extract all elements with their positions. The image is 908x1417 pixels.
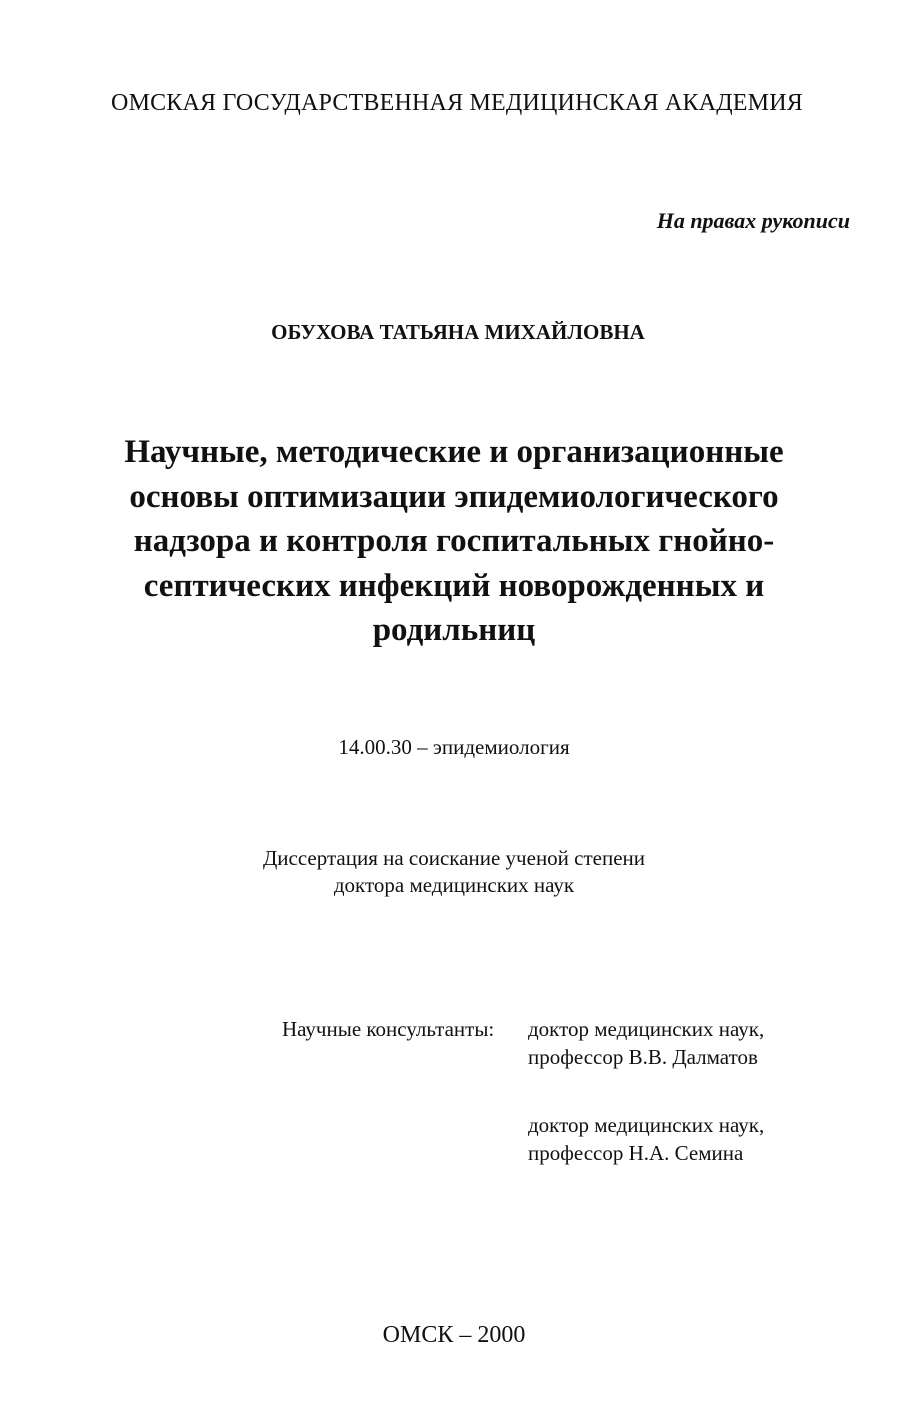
consultants-label: Научные консультанты: — [282, 1017, 495, 1041]
manuscript-note: На правах рукописи — [656, 208, 850, 233]
dissertation-title — [40, 430, 868, 653]
degree-line: доктора медицинских наук — [333, 873, 575, 897]
title-line: септических инфекций новорожденных и — [143, 567, 765, 604]
consultant-name: профессор В.В. Далматов — [528, 1045, 758, 1069]
title-line: Научные, методические и организационные — [124, 434, 784, 470]
consultant-name: профессор Н.А. Семина — [528, 1141, 744, 1165]
consultant-second — [528, 1111, 764, 1167]
title-line: родильниц — [372, 612, 536, 648]
title-line: надзора и контроля госпитальных гнойно- — [133, 523, 775, 559]
consultant-first-detail — [528, 1015, 764, 1071]
specialty-code: 14.00.30 – эпидемиология — [338, 735, 570, 759]
city-year: ОМСК – 2000 — [382, 1322, 526, 1348]
consultant-degree: доктор медицинских наук, — [528, 1017, 765, 1041]
author-name: ОБУХОВА ТАТЬЯНА МИХАЙЛОВНА — [271, 320, 645, 344]
scientific-consultants — [282, 1015, 764, 1167]
degree-line: Диссертация на соискание ученой степени — [262, 846, 646, 870]
consultant-first — [282, 1015, 764, 1071]
title-line: основы оптимизации эпидемиологического — [129, 478, 779, 515]
degree-statement — [0, 845, 908, 899]
institution-name: ОМСКАЯ ГОСУДАРСТВЕННАЯ МЕДИЦИНСКАЯ АКАДЕМИЯ — [111, 90, 803, 116]
consultant-degree: доктор медицинских наук, — [528, 1113, 765, 1137]
